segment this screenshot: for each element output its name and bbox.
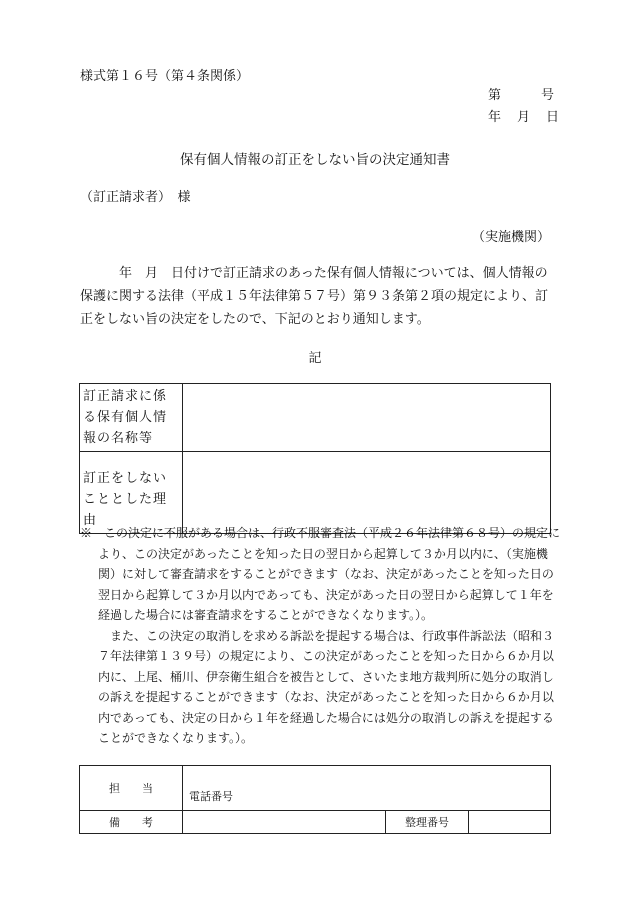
- note-paragraph-2: また、この決定の取消しを求める訴訟を提起する場合は、行政事件訴訟法（昭和３７年法律第１３９号）の規定により、この決定があったことを知った日から６か月以内に、上尾、桶川、伊奈衛生組合を被告として、さいたま地方裁判所に処分の取消しの訴えを提起することができます（なお、決定があったことを知った日から６か月以内であっても、決定の日から１年を経過した場合には処分の取消しの訴えを提起することができなくなります。）。: [98, 628, 555, 745]
- doc-number-suffix: 号: [541, 88, 555, 103]
- reason-value: [183, 452, 551, 534]
- body-text: 年 月 日付けで訂正請求のあった保有個人情報については、個人情報の保護に関する法律（平成１５年法律第５７号）第９３条第２項の規定により、訂正をしない旨の決定をしたので、下記のとおり通知します。: [80, 266, 549, 327]
- ki-heading: 記: [308, 351, 322, 366]
- tanto-label: 担 当: [80, 766, 183, 811]
- date-day: 日: [546, 110, 560, 125]
- reason-label: 訂正をしないこととした理由: [80, 452, 183, 534]
- document-number: [488, 84, 554, 103]
- body-paragraph: [80, 262, 560, 331]
- info-name-label: 訂正請求に係る保有個人情報の名称等: [80, 384, 183, 452]
- info-name-value: [183, 384, 551, 452]
- date-month: 月: [517, 110, 531, 125]
- form-number: 様式第１６号（第４条関係）: [80, 69, 250, 84]
- office-use-table: [79, 765, 551, 834]
- seiri-value: [469, 811, 551, 834]
- date-year: 年: [488, 110, 502, 125]
- seiri-label: 整理番号: [386, 811, 469, 834]
- note-paragraph-1: ※ この決定に不服がある場合は、行政不服審査法（平成２６年法律第６８号）の規定により、この決定があったことを知った日の翌日から起算して３か月以内に、（実施機関）に対して審査請求をすることができます（なお、決定があったことを知った日の翌日から起算して３か月以内であっても、決定があった日の翌日から起算して１年を経過した場合には審査請求をすることができなくなります。）。: [80, 526, 561, 622]
- biko-label: 備 考: [80, 811, 183, 834]
- agency-line: （実施機関）: [471, 230, 550, 245]
- table-row: [80, 766, 551, 811]
- issue-date: [488, 106, 559, 125]
- biko-value: [183, 811, 386, 834]
- table-row: [80, 384, 551, 452]
- requester-line: （訂正請求者） 様: [80, 190, 191, 205]
- doc-number-prefix: 第: [488, 88, 502, 103]
- table-row: [80, 811, 551, 834]
- document-title: 保有個人情報の訂正をしない旨の決定通知書: [180, 152, 450, 168]
- table-row: [80, 452, 551, 534]
- decision-table: [79, 383, 551, 534]
- appeal-note: [80, 523, 560, 749]
- phone-label: 電話番号: [183, 766, 551, 811]
